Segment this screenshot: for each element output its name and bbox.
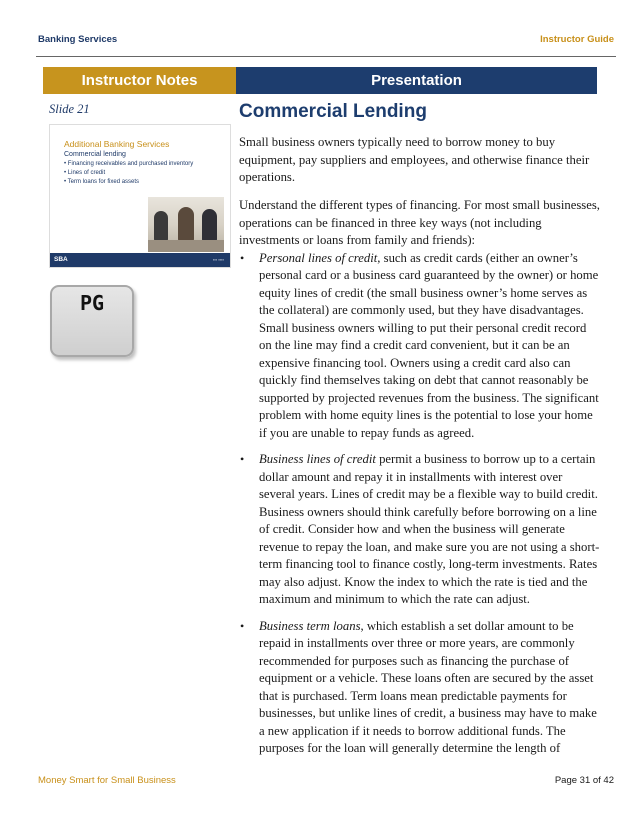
list-item-term: Business term loans xyxy=(259,618,361,633)
header-right: Instructor Guide xyxy=(540,34,614,45)
slide-subtitle: Commercial lending xyxy=(64,151,126,158)
section-title: Commercial Lending xyxy=(239,101,427,122)
photo-person xyxy=(178,207,194,241)
slide-bullets xyxy=(64,160,193,187)
slide-title: Additional Banking Services xyxy=(64,139,170,149)
page-number: Page 31 of 42 xyxy=(554,775,614,786)
slide-thumbnail xyxy=(49,124,231,268)
slide-label: Slide 21 xyxy=(49,102,90,116)
photo-person xyxy=(154,211,168,241)
financing-list xyxy=(239,250,601,758)
slide-bullet: • Term loans for fixed assets xyxy=(64,178,193,187)
list-item-text: , such as credit cards (either an owner’s personal card or a business card guaranteed by the owner) or home equity lines of credit (the small business owner’s home serves as the collateral) are commonly used, but they have disadvantages. Small business owners willing to put their personal credit record on the line may find a credit card convenient, but it can be an expensive financing tool. Owners using a credit card also can quickly find themselves taking on debt that cannot reasonably be supported by projected revenues from the business. The significant problem with home equity lines is the potential to lose your home if you are unable to repay funds as agreed. xyxy=(259,250,599,440)
paragraph: Understand the different types of financing. For most small businesses, operations can be financed in three key ways (not including investments or loans from family and friends): xyxy=(239,198,600,247)
slide-bullet: • Financing receivables and purchased inventory xyxy=(64,160,193,169)
header-left: Banking Services xyxy=(38,34,118,45)
slide-footer-bar xyxy=(50,253,230,267)
slide-bullet: • Lines of credit xyxy=(64,169,193,178)
photo-table xyxy=(148,240,224,252)
slide-footer-text: ▪▪▪ ▪▪▪▪ xyxy=(212,257,224,262)
list-item-text: , which establish a set dollar amount to be repaid in installments over three or more years, are commonly recommended for purposes such as financing the purchase of equipment or a vehicle. These loans often are secured by the asset that is purchased. Term loans mean predictable payments for businesses, but unlike lines of credit, a business may have to make a new application if it needs to borrow additional funds. The purposes for the loan will generally determine the length of xyxy=(259,618,597,755)
footer-left: Money Smart for Small Business xyxy=(38,775,176,786)
pg-icon xyxy=(50,285,134,357)
list-item xyxy=(239,451,601,609)
instructor-notes-band: Instructor Notes xyxy=(43,67,236,94)
header-divider xyxy=(36,56,616,57)
photo-person xyxy=(202,209,217,241)
list-item xyxy=(239,250,601,443)
list-item-text: permit a business to borrow up to a certain dollar amount and repay it in installments with interest over several years. Lines of credit may be a flexible way to build credit. Business owners should think carefully before borrowing on a line of credit. Consider how and when the business will generate revenue to repay the loan, and make sure you are not using a short-term financing tool to finance costly, long-term investments. Rates may also adjust. Know the index to which the rate is tied and the maximum and minimum to which the rate can adjust. xyxy=(259,452,600,606)
list-item-term: Business lines of credit xyxy=(259,452,376,466)
pg-label: PG xyxy=(79,291,105,315)
list-item-term: Personal lines of credit xyxy=(259,250,378,265)
presentation-band: Presentation xyxy=(236,67,597,94)
presentation-body xyxy=(239,134,601,767)
slide-photo xyxy=(148,197,224,252)
sba-logo: SBA xyxy=(54,256,68,263)
paragraph: Small business owners typically need to borrow money to buy equipment, pay suppliers and employees, and otherwise finance their operations. xyxy=(239,135,590,184)
list-item xyxy=(239,618,601,758)
